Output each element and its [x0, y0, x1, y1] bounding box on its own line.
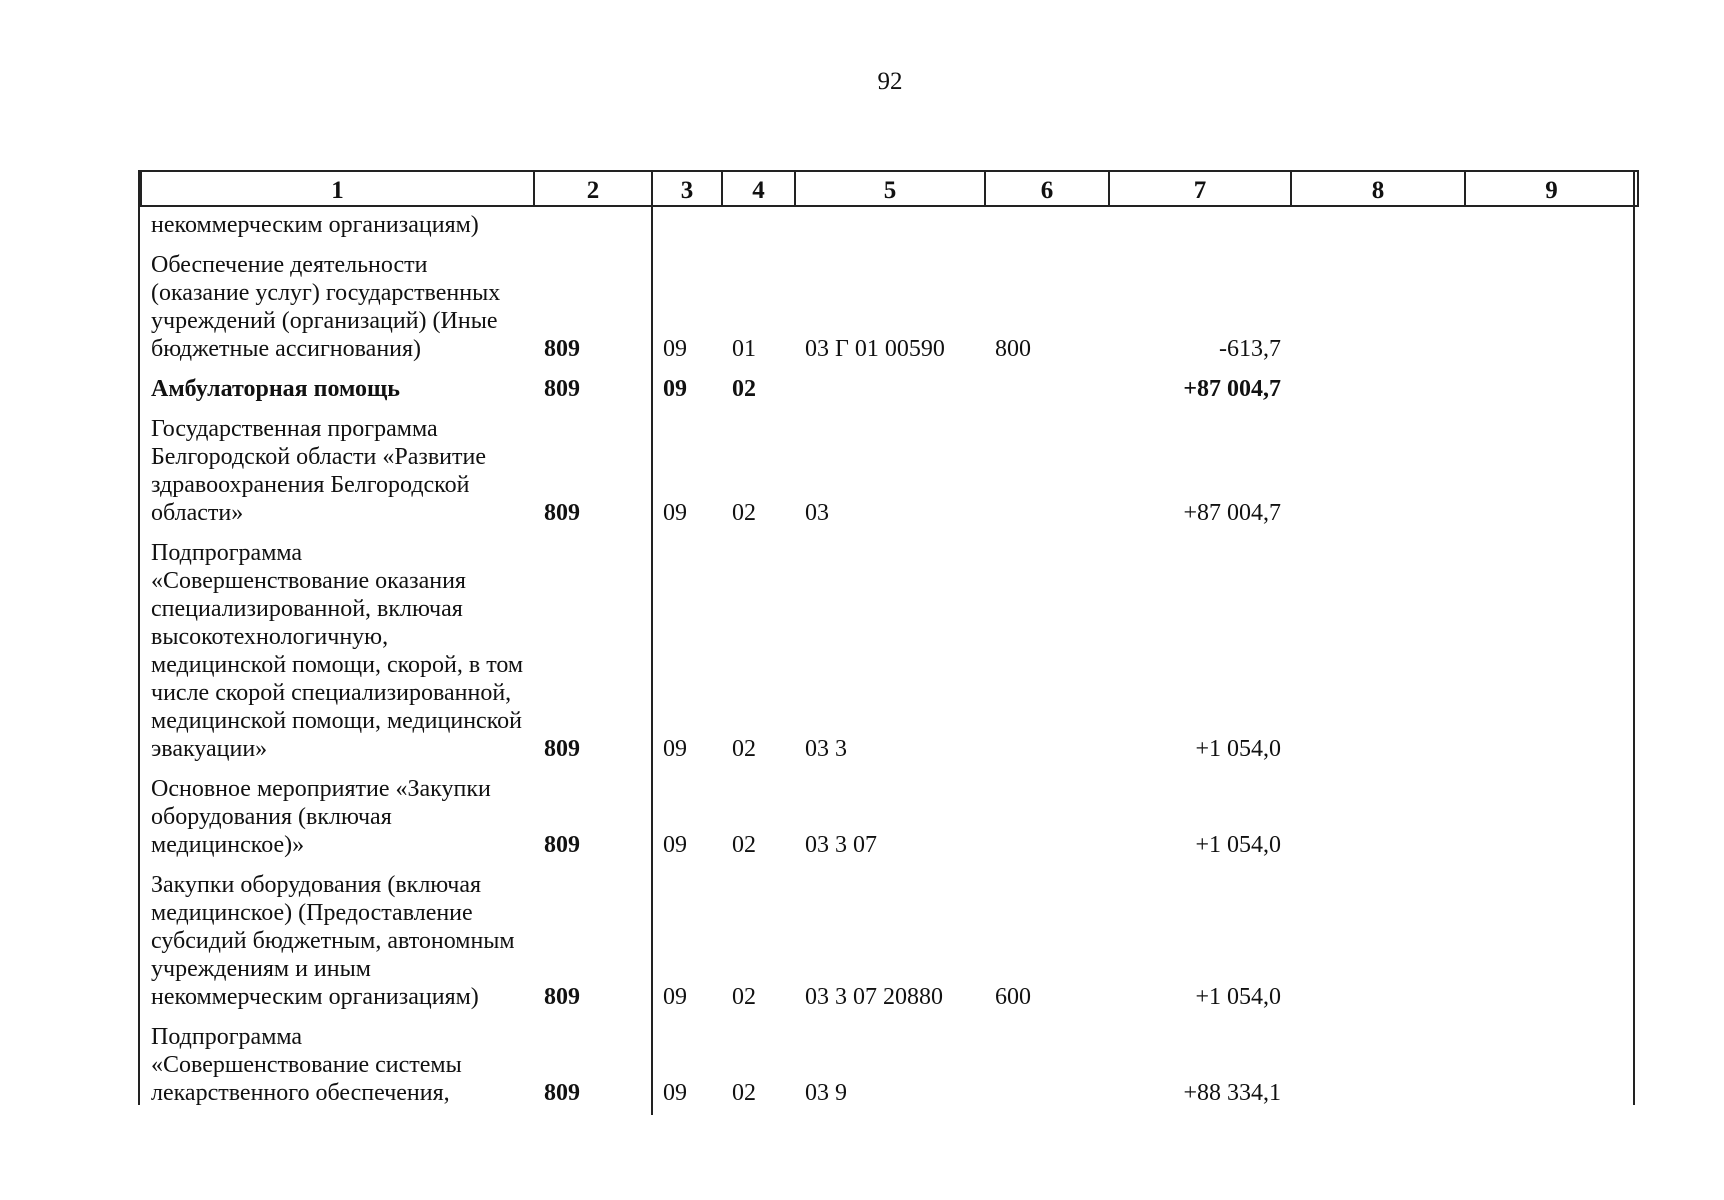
table-row [141, 771, 1638, 867]
page-number: 92 [877, 68, 903, 95]
row-sum [1109, 206, 1291, 247]
header-col-5: 5 [795, 171, 985, 206]
table-row [141, 247, 1638, 371]
row-vr [985, 206, 1109, 247]
row-vr: 600 [995, 984, 1031, 1010]
header-col-2: 2 [534, 171, 652, 206]
table-row [141, 206, 1638, 247]
header-col-9: 9 [1465, 171, 1638, 206]
row-vr: 800 [995, 336, 1031, 362]
header-row [141, 171, 1638, 206]
row-sum: +87 004,7 [1183, 376, 1281, 402]
row-vr [985, 1019, 1109, 1115]
row-sum: +88 334,1 [1183, 1080, 1281, 1106]
row-name: Основное мероприятие «Закупки оборудования (включая медицинское)» [151, 776, 491, 858]
row-pr: 02 [732, 376, 756, 402]
row-col9 [1465, 535, 1638, 771]
row-rz: 09 [663, 376, 687, 402]
row-pr: 02 [732, 736, 756, 762]
row-gr: 809 [534, 535, 652, 771]
header-col-1: 1 [141, 171, 534, 206]
table-row [141, 535, 1638, 771]
row-name: Подпрограмма «Совершенствование системы лекарственного обеспечения, [151, 1024, 462, 1106]
row-col9 [1465, 1019, 1638, 1115]
row-col9 [1465, 771, 1638, 867]
row-csr [795, 371, 985, 411]
row-csr: 03 [805, 500, 829, 526]
row-name: Подпрограмма «Совершенствование оказания специализированной, включая высокотехнологичную, медицинской помощи, скорой, в том числе скорой специализированной, медицинской помощи, медицинской эвакуации» [151, 540, 524, 762]
header-col-6: 6 [985, 171, 1109, 206]
budget-table [138, 170, 1635, 1105]
row-name: Закупки оборудования (включая медицинское) (Предоставление субсидий бюджетным, автономным учреждениям и иным некоммерческим организациям) [151, 872, 515, 1010]
row-col9 [1465, 867, 1638, 1019]
header-col-3: 3 [652, 171, 722, 206]
row-rz: 09 [663, 736, 687, 762]
row-gr: 809 [534, 771, 652, 867]
row-pr: 02 [732, 832, 756, 858]
table-row [141, 1019, 1638, 1115]
row-pr [722, 206, 795, 247]
row-pr: 02 [732, 500, 756, 526]
table-row [141, 411, 1638, 535]
row-name: Амбулаторная помощь [151, 376, 400, 402]
row-col8 [1291, 247, 1465, 371]
row-vr [985, 771, 1109, 867]
row-csr: 03 Г 01 00590 [805, 336, 945, 362]
table-header [141, 171, 1638, 206]
row-gr [534, 206, 652, 247]
row-csr: 03 3 07 20880 [805, 984, 943, 1010]
row-col9 [1465, 411, 1638, 535]
table-row [141, 371, 1638, 411]
row-vr [985, 371, 1109, 411]
row-gr: 809 [534, 247, 652, 371]
table-row [141, 867, 1638, 1019]
row-pr: 01 [732, 336, 756, 362]
row-vr [985, 411, 1109, 535]
row-csr [795, 206, 985, 247]
row-csr: 03 3 [805, 736, 847, 762]
table-body [141, 206, 1638, 1115]
row-col8 [1291, 867, 1465, 1019]
row-gr: 809 [534, 371, 652, 411]
row-sum: +1 054,0 [1195, 832, 1281, 858]
row-rz: 09 [663, 832, 687, 858]
row-col9 [1465, 206, 1638, 247]
row-vr [985, 535, 1109, 771]
row-rz: 09 [663, 500, 687, 526]
row-col9 [1465, 371, 1638, 411]
row-rz: 09 [663, 1080, 687, 1106]
row-rz: 09 [663, 336, 687, 362]
row-name: некоммерческим организациям) [151, 212, 479, 238]
row-sum: -613,7 [1219, 336, 1281, 362]
row-name: Обеспечение деятельности (оказание услуг) государственных учреждений (организаций) (Иные бюджетные ассигнования) [151, 252, 501, 362]
header-col-4: 4 [722, 171, 795, 206]
row-col8 [1291, 771, 1465, 867]
row-csr: 03 3 07 [805, 832, 877, 858]
row-col8 [1291, 535, 1465, 771]
row-col8 [1291, 411, 1465, 535]
row-gr: 809 [534, 411, 652, 535]
row-name: Государственная программа Белгородской области «Развитие здравоохранения Белгородской области» [151, 416, 486, 526]
row-col9 [1465, 247, 1638, 371]
budget-table-grid [140, 170, 1639, 1115]
row-col8 [1291, 371, 1465, 411]
header-col-8: 8 [1291, 171, 1465, 206]
row-col8 [1291, 1019, 1465, 1115]
row-sum: +87 004,7 [1183, 500, 1281, 526]
row-gr: 809 [534, 1019, 652, 1115]
row-rz [652, 206, 722, 247]
row-sum: +1 054,0 [1195, 984, 1281, 1010]
row-col8 [1291, 206, 1465, 247]
header-col-7: 7 [1109, 171, 1291, 206]
row-gr: 809 [534, 867, 652, 1019]
row-sum: +1 054,0 [1195, 736, 1281, 762]
row-rz: 09 [663, 984, 687, 1010]
row-pr: 02 [732, 1080, 756, 1106]
row-csr: 03 9 [805, 1080, 847, 1106]
row-pr: 02 [732, 984, 756, 1010]
